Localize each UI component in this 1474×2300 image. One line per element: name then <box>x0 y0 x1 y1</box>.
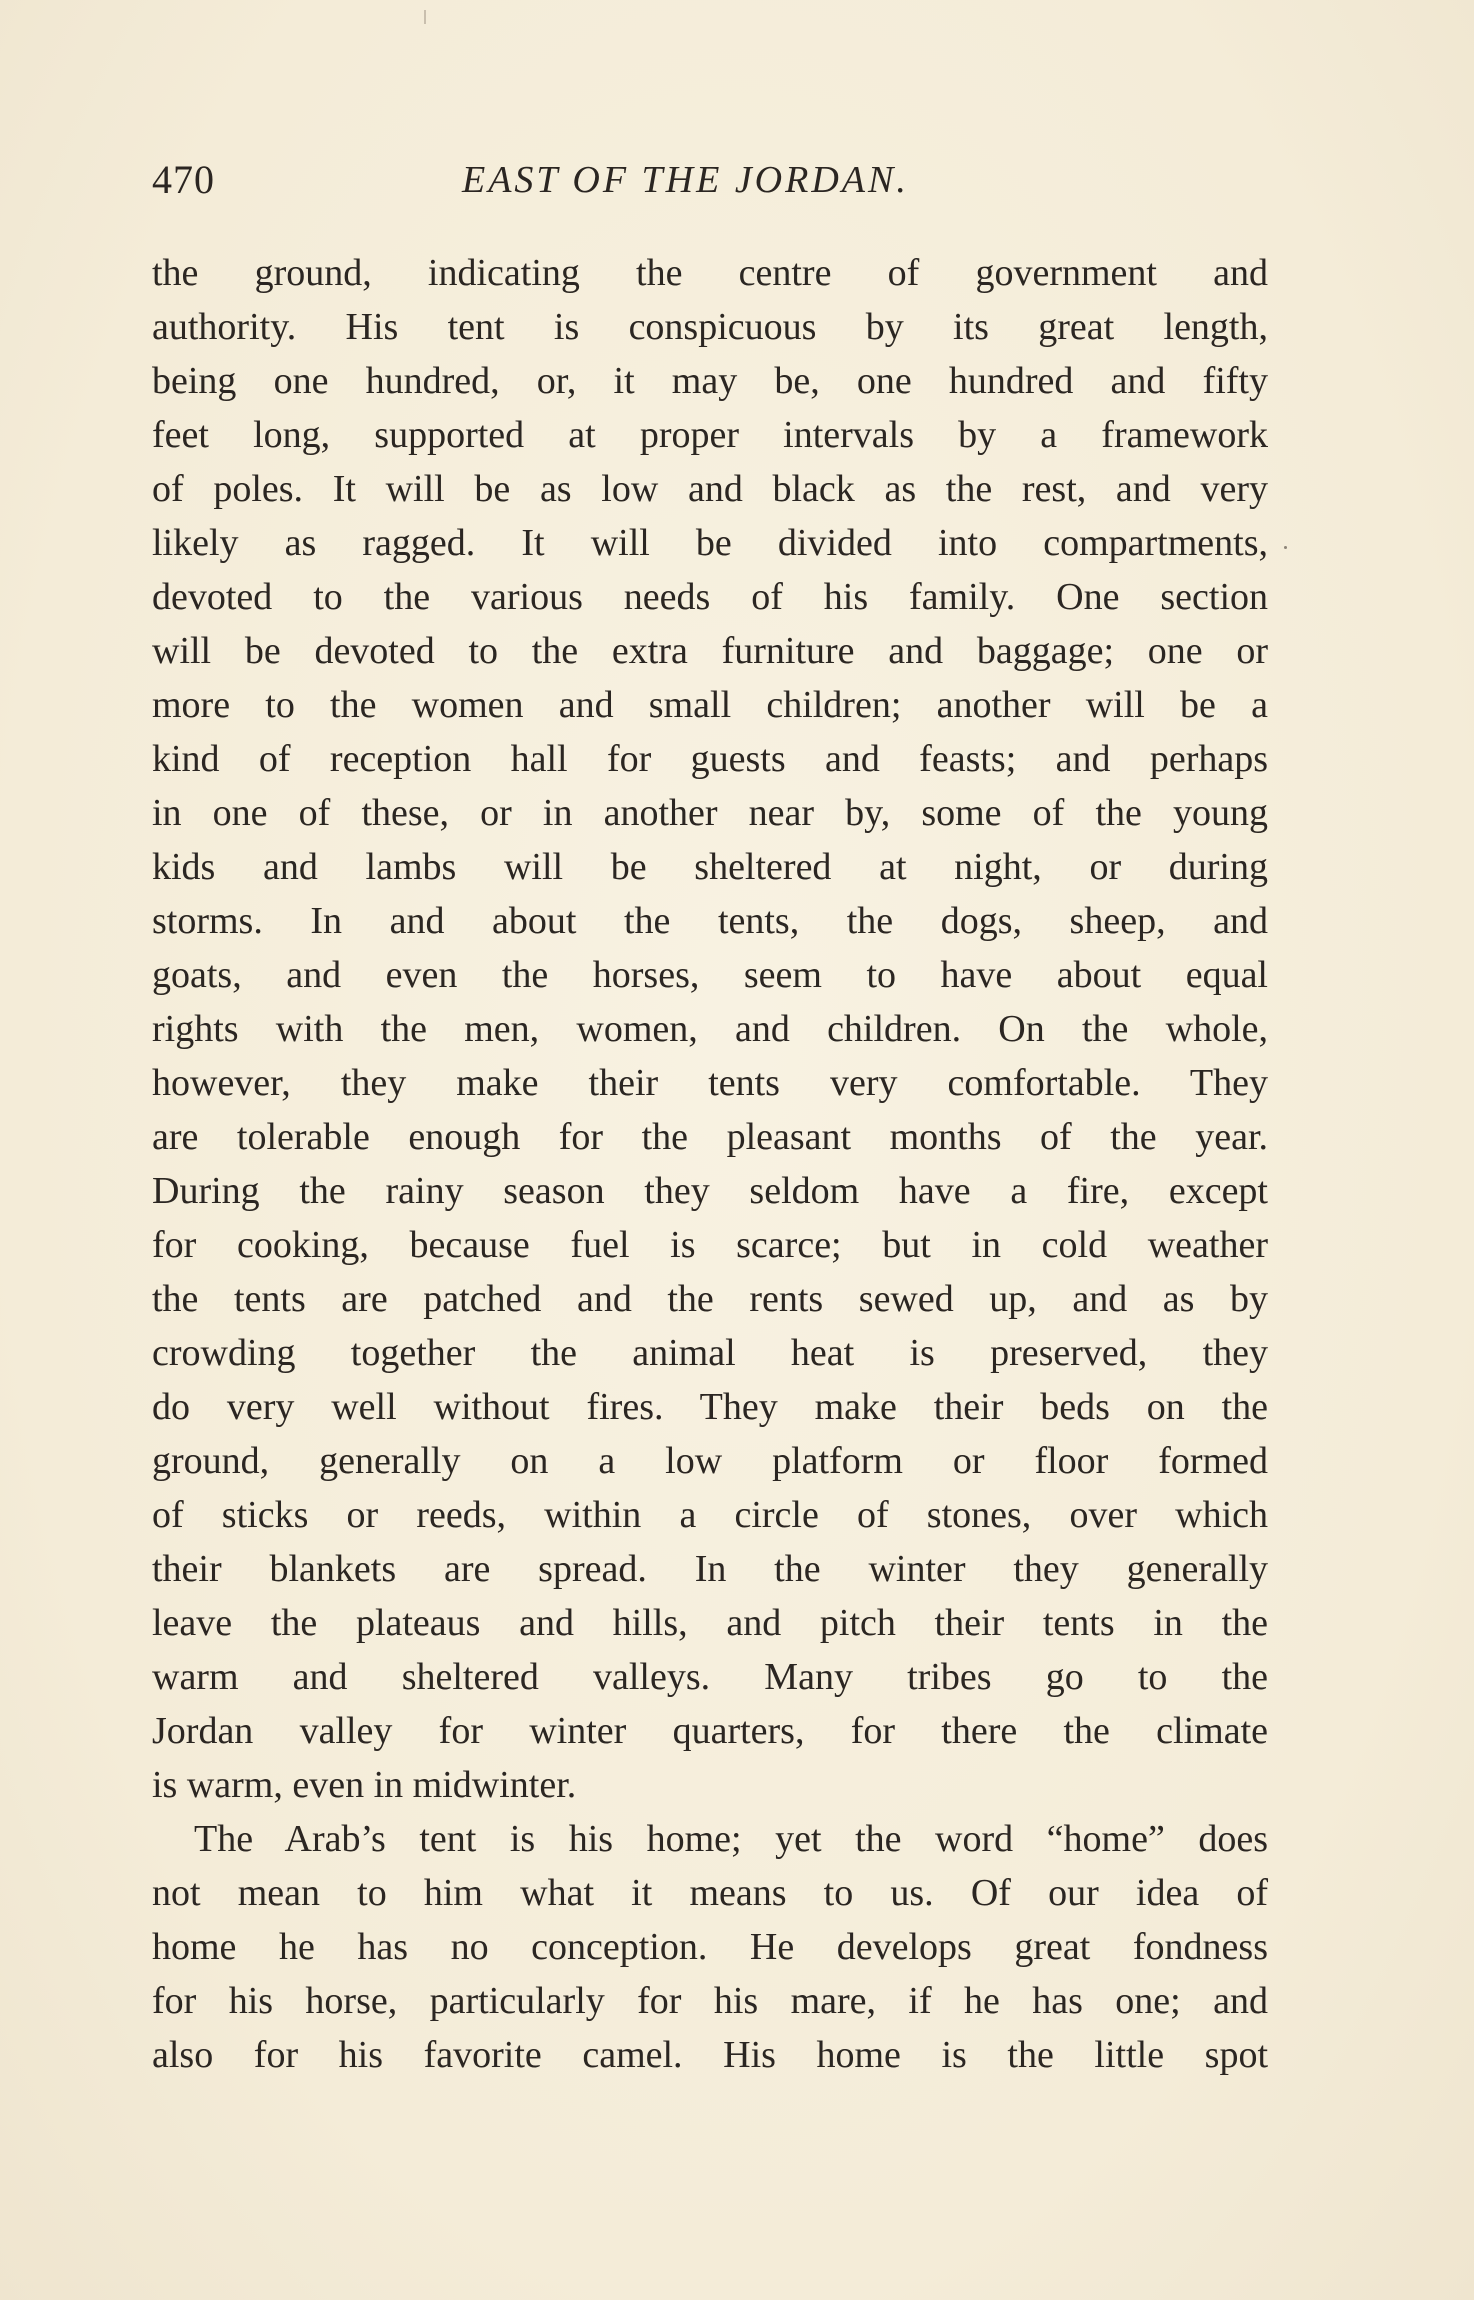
text-line: for cooking, because fuel is scarce; but in cold weather <box>152 1224 1268 1266</box>
text-line: crowding together the animal heat is preserved, they <box>152 1332 1268 1374</box>
text-line: their blankets are spread. In the winter they generally <box>152 1548 1268 1590</box>
running-head: EAST OF THE JORDAN. <box>462 159 909 201</box>
text-line: goats, and even the horses, seem to have about equal <box>152 954 1268 996</box>
text-line: During the rainy season they seldom have a fire, except <box>152 1170 1268 1212</box>
margin-mark <box>1284 546 1287 549</box>
text-line: are tolerable enough for the pleasant months of the year. <box>152 1116 1268 1158</box>
text-line: do very well without fires. They make their beds on the <box>152 1386 1268 1428</box>
text-line: being one hundred, or, it may be, one hundred and fifty <box>152 360 1268 402</box>
text-line: however, they make their tents very comfortable. They <box>152 1062 1268 1104</box>
text-line: authority. His tent is conspicuous by its great length, <box>152 306 1268 348</box>
text-line: in one of these, or in another near by, some of the young <box>152 792 1268 834</box>
text-line: Jordan valley for winter quarters, for there the climate <box>152 1710 1268 1752</box>
text-line: devoted to the various needs of his family. One section <box>152 576 1268 618</box>
paragraph-start-line: The Arab’s tent is his home; yet the word “home” does <box>194 1818 1268 1860</box>
text-line: more to the women and small children; another will be a <box>152 684 1268 726</box>
text-line: storms. In and about the tents, the dogs, sheep, and <box>152 900 1268 942</box>
text-line: kids and lambs will be sheltered at night, or during <box>152 846 1268 888</box>
text-line: of sticks or reeds, within a circle of stones, over which <box>152 1494 1268 1536</box>
text-line: ground, generally on a low platform or floor formed <box>152 1440 1268 1482</box>
page-header <box>152 150 1272 210</box>
text-line: rights with the men, women, and children. On the whole, <box>152 1008 1268 1050</box>
page-number: 470 <box>152 157 215 202</box>
text-line: the tents are patched and the rents sewed up, and as by <box>152 1278 1268 1320</box>
paragraph-end-line: is warm, even in midwinter. <box>152 1764 577 1806</box>
text-line: home he has no conception. He develops great fondness <box>152 1926 1268 1968</box>
text-line: of poles. It will be as low and black as the rest, and very <box>152 468 1268 510</box>
text-line: the ground, indicating the centre of government and <box>152 252 1268 294</box>
text-line: likely as ragged. It will be divided into compartments, <box>152 522 1268 564</box>
top-mark <box>424 10 426 24</box>
text-line: also for his favorite camel. His home is the little spot <box>152 2034 1268 2076</box>
text-line: leave the plateaus and hills, and pitch their tents in the <box>152 1602 1268 1644</box>
text-line: will be devoted to the extra furniture and baggage; one or <box>152 630 1268 672</box>
text-line: feet long, supported at proper intervals by a framework <box>152 414 1268 456</box>
text-line: kind of reception hall for guests and feasts; and perhaps <box>152 738 1268 780</box>
text-line: warm and sheltered valleys. Many tribes go to the <box>152 1656 1268 1698</box>
text-line: for his horse, particularly for his mare, if he has one; and <box>152 1980 1268 2022</box>
body-text <box>152 246 1268 2082</box>
text-line: not mean to him what it means to us. Of our idea of <box>152 1872 1268 1914</box>
